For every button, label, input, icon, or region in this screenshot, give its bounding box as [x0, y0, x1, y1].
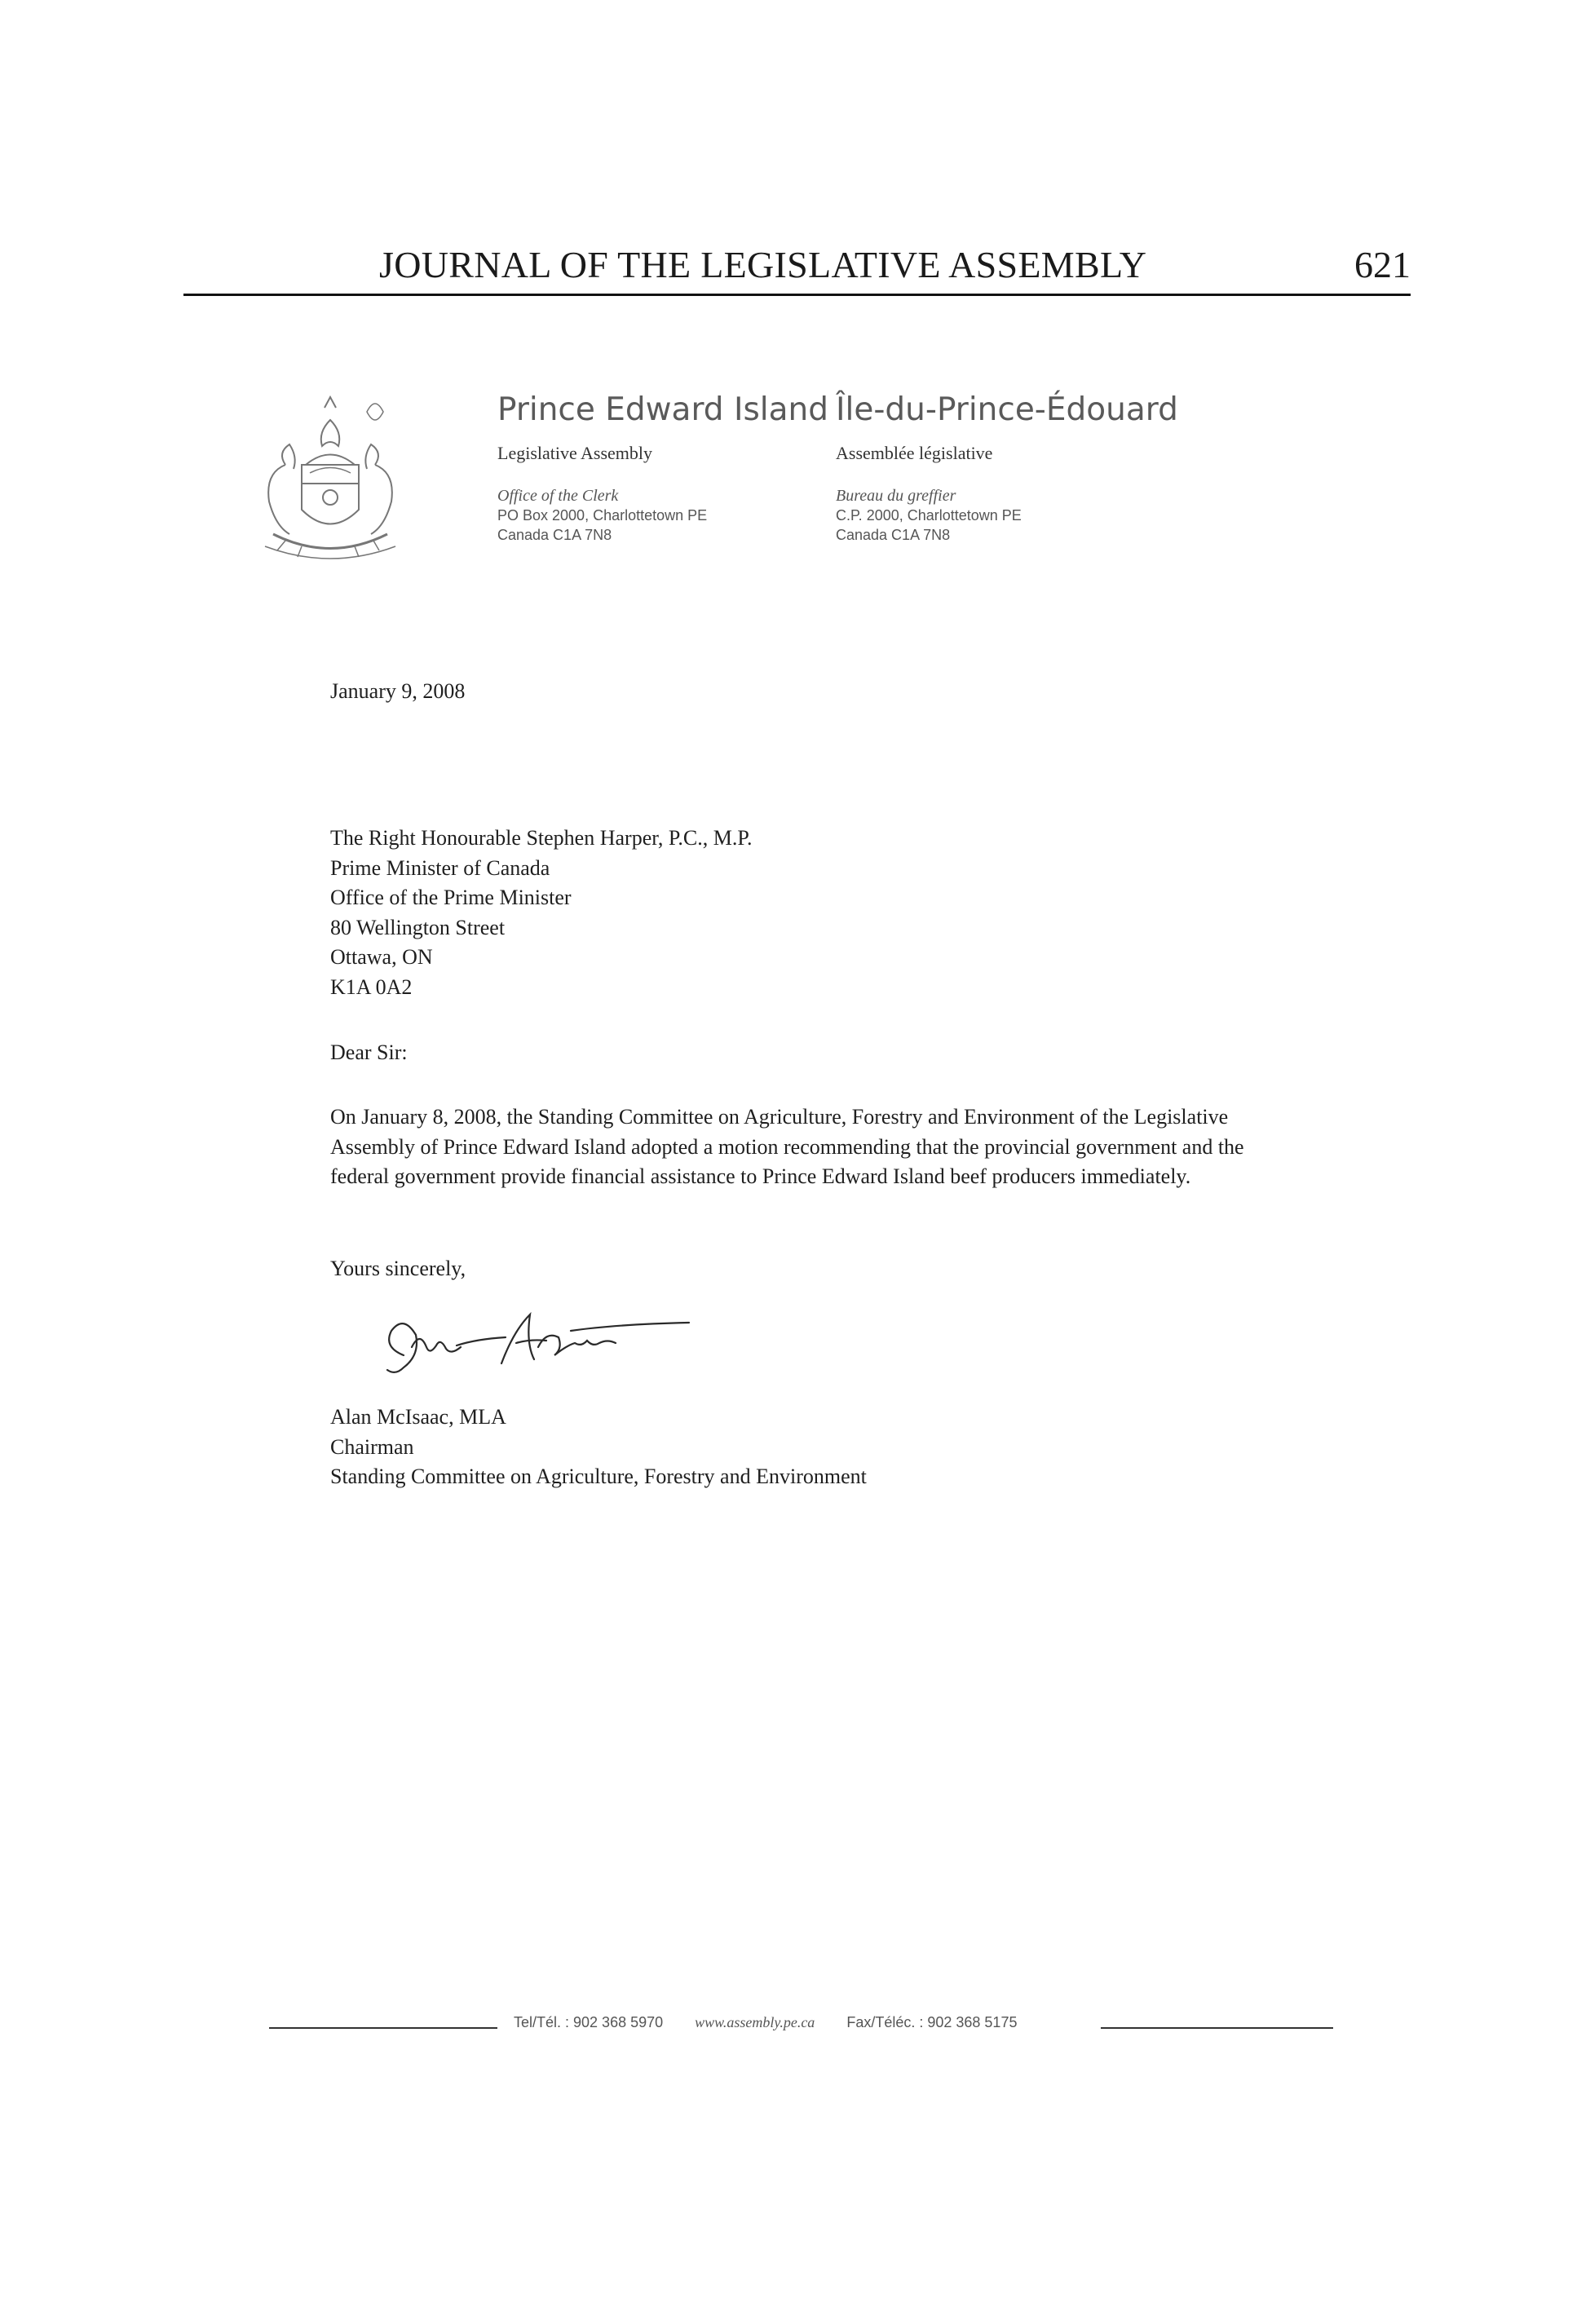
addressee-line: Prime Minister of Canada — [330, 855, 550, 880]
letterhead-body-en: Legislative Assembly — [497, 443, 653, 463]
addressee-line: 80 Wellington Street — [330, 915, 506, 939]
signatory-block — [330, 1403, 1276, 1492]
letterhead-name-fr: Île-du-Prince-Édouard — [836, 391, 1178, 428]
footer-contact — [514, 2014, 1045, 2031]
page-number: 621 — [1354, 244, 1411, 285]
letterhead-address-line1-fr: C.P. 2000, Charlottetown PE — [836, 507, 1022, 524]
journal-title: JOURNAL OF THE LEGISLATIVE ASSEMBLY — [379, 244, 1147, 285]
footer-fax: Fax/Téléc. : 902 368 5175 — [846, 2014, 1018, 2030]
journal-header — [183, 243, 1411, 296]
addressee-line: Office of the Prime Minister — [330, 886, 572, 909]
letterhead-office-fr: Bureau du greffier — [836, 487, 956, 505]
footer-rule-left — [269, 2027, 497, 2029]
coat-of-arms-crest-icon — [253, 387, 408, 575]
letterhead-english — [497, 391, 828, 545]
letterhead-address-line2-en: Canada C1A 7N8 — [497, 527, 612, 543]
salutation: Dear Sir: — [330, 1040, 408, 1064]
signatory-name: Alan McIsaac, MLA — [330, 1405, 506, 1429]
letter-body-paragraph: On January 8, 2008, the Standing Committee on Agriculture, Forestry and Environment of the Legislative Assembly of Prince Edward Island adopted a motion recommending that the provincial government and the federal government provide financial assistance to Prince Edward Island beef producers immediately. — [330, 1105, 1244, 1188]
addressee-line: Ottawa, ON — [330, 945, 433, 969]
addressee-block — [330, 824, 1276, 1002]
handwritten-signature — [371, 1298, 697, 1388]
letter-footer — [269, 2014, 1345, 2039]
letterhead-name-en: Prince Edward Island — [497, 391, 828, 428]
footer-website-link[interactable]: www.assembly.pe.ca — [695, 2014, 815, 2030]
signatory-committee: Standing Committee on Agriculture, Forestry and Environment — [330, 1465, 867, 1488]
addressee-line: K1A 0A2 — [330, 974, 413, 999]
footer-rule-right — [1101, 2027, 1333, 2029]
footer-tel: Tel/Tél. : 902 368 5970 — [514, 2014, 664, 2030]
closing: Yours sincerely, — [330, 1257, 466, 1280]
letterhead-address-line2-fr: Canada C1A 7N8 — [836, 527, 951, 543]
letterhead-office-en: Office of the Clerk — [497, 487, 619, 505]
letter-date: January 9, 2008 — [330, 679, 466, 703]
letterhead-address-line1-en: PO Box 2000, Charlottetown PE — [497, 507, 708, 524]
letterhead-body-fr: Assemblée législative — [836, 443, 993, 463]
letterhead-french — [836, 391, 1178, 545]
signatory-title: Chairman — [330, 1434, 414, 1459]
addressee-line: The Right Honourable Stephen Harper, P.C., M.P. — [330, 826, 753, 850]
